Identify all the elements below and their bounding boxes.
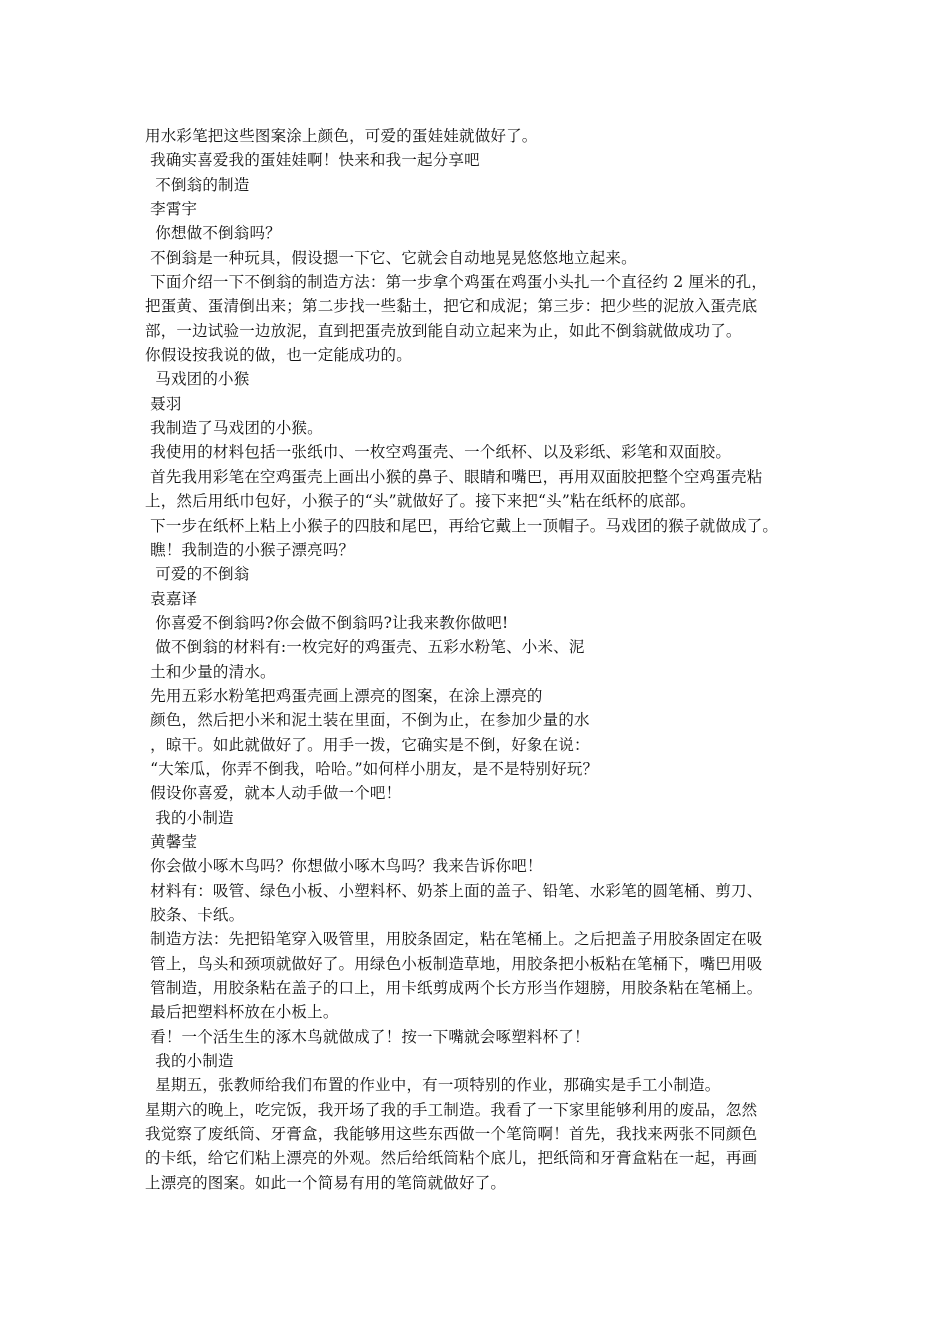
- text-line: 不倒翁是一种玩具，假设摁一下它、它就会自动地晃晃悠悠地立起来。: [145, 248, 637, 267]
- text-line: 星期六的晚上，吃完饭，我开场了我的手工制造。我看了一下家里能够利用的废品，忽然: [145, 1100, 758, 1119]
- text-line: 土和少量的清水。: [145, 662, 276, 681]
- text-line: “大笨瓜，你弄不倒我，哈哈。”如何样小朋友，是不是特别好玩？: [145, 759, 599, 778]
- section-title: 可爱的不倒翁: [145, 565, 250, 584]
- text-line: 瞧！我制造的小猴子漂亮吗？: [145, 540, 355, 559]
- text-line: 胶条、卡纸。: [145, 906, 245, 924]
- text-line: 材料有：吸管、绿色小板、小塑料杯、奶茶上面的盖子、铅笔、水彩笔的圆笔桶、剪刀、: [145, 881, 763, 900]
- text-line: 假设你喜爱，就本人动手做一个吧！: [145, 784, 402, 803]
- section-title: 我的小制造: [145, 808, 234, 827]
- author-name: 李霄宇: [145, 200, 198, 219]
- section-title: 不倒翁的制造: [145, 175, 250, 194]
- text-line: 管制造，用胶条粘在盖子的口上，用卡纸剪成两个长方形当作翅膀，用胶条粘在笔桶上。: [145, 979, 763, 998]
- text-line: 看！一个活生生的涿木鸟就做成了！按一下嘴就会啄塑料杯了！: [145, 1027, 590, 1046]
- text-line: 我制造了马戏团的小猴。: [145, 419, 323, 438]
- text-line: 下面介绍一下不倒翁的制造方法：第一步拿个鸡蛋在鸡蛋小头扎一个直径约 2 厘米的孔，: [145, 273, 768, 292]
- document-body: [145, 124, 825, 1195]
- text-line: 下一步在纸杯上粘上小猴子的四肢和尾巴，再给它戴上一顶帽子。马戏团的猴子就做成了。: [145, 516, 779, 535]
- text-line: 上漂亮的图案。如此一个简易有用的笔筒就做好了。: [145, 1173, 507, 1192]
- text-line: 我觉察了废纸筒、牙膏盒，我能够用这些东西做一个笔筒啊！首先，我找来两张不同颜色: [145, 1125, 758, 1144]
- text-line: 用水彩笔把这些图案涂上颜色，可爱的蛋娃娃就做好了。: [145, 127, 538, 145]
- text-line: 你假设按我说的做，也一定能成功的。: [145, 346, 412, 365]
- text-line: 首先我用彩笔在空鸡蛋壳上画出小猴的鼻子、眼睛和嘴巴，再用双面胶把整个空鸡蛋壳粘: [145, 467, 763, 486]
- text-line: 星期五，张教师给我们布置的作业中，有一项特别的作业，那确实是手工小制造。: [145, 1076, 721, 1095]
- text-line: 我确实喜爱我的蛋娃娃啊！快来和我一起分享吧: [145, 151, 480, 170]
- text-line: 你会做小啄木鸟吗？你想做小啄木鸟吗？我来告诉你吧！: [145, 857, 543, 876]
- text-line: 你喜爱不倒翁吗?你会做不倒翁吗?让我来教你做吧!: [145, 613, 509, 632]
- author-name: 黄馨莹: [145, 832, 198, 851]
- author-name: 聂羽: [145, 394, 182, 413]
- text-line: 管上，鸟头和颈项就做好了。用绿色小板制造草地，用胶条把小板粘在笔桶下，嘴巴用吸: [145, 954, 763, 973]
- text-line: 部，一边试验一边放泥，直到把蛋壳放到能自动立起来为止，如此不倒翁就做成功了。: [145, 321, 742, 340]
- text-line: 先用五彩水粉笔把鸡蛋壳画上漂亮的图案，在涂上漂亮的: [145, 686, 543, 705]
- text-line: 颜色，然后把小米和泥土装在里面，不倒为止，在参加少量的水: [145, 711, 590, 730]
- text-line: ，晾干。如此就做好了。用手一拨，它确实是不倒，好象在说：: [145, 735, 590, 754]
- text-line: 把蛋黄、蛋清倒出来；第二步找一些黏土，把它和成泥；第三步：把少些的泥放入蛋壳底: [145, 297, 758, 316]
- section-title: 我的小制造: [145, 1052, 234, 1071]
- text-line: 上，然后用纸巾包好，小猴子的“头”就做好了。接下来把“头”粘在纸杯的底部。: [145, 492, 696, 511]
- text-line: 你想做不倒翁吗？: [145, 224, 281, 243]
- text-line: 做不倒翁的材料有:一枚完好的鸡蛋壳、五彩水粉笔、小米、泥: [145, 638, 585, 657]
- text-line: 我使用的材料包括一张纸巾、一枚空鸡蛋壳、一个纸杯、以及彩纸、彩笔和双面胶。: [145, 443, 732, 462]
- section-title: 马戏团的小猴: [145, 370, 250, 389]
- author-name: 袁嘉译: [145, 589, 198, 608]
- text-line: 的卡纸，给它们粘上漂亮的外观。然后给纸筒粘个底儿，把纸筒和牙膏盒粘在一起，再画: [145, 1149, 758, 1168]
- text-line: 制造方法：先把铅笔穿入吸管里，用胶条固定，粘在笔桶上。之后把盖子用胶条固定在吸: [145, 930, 763, 949]
- text-line: 最后把塑料杯放在小板上。: [145, 1003, 339, 1022]
